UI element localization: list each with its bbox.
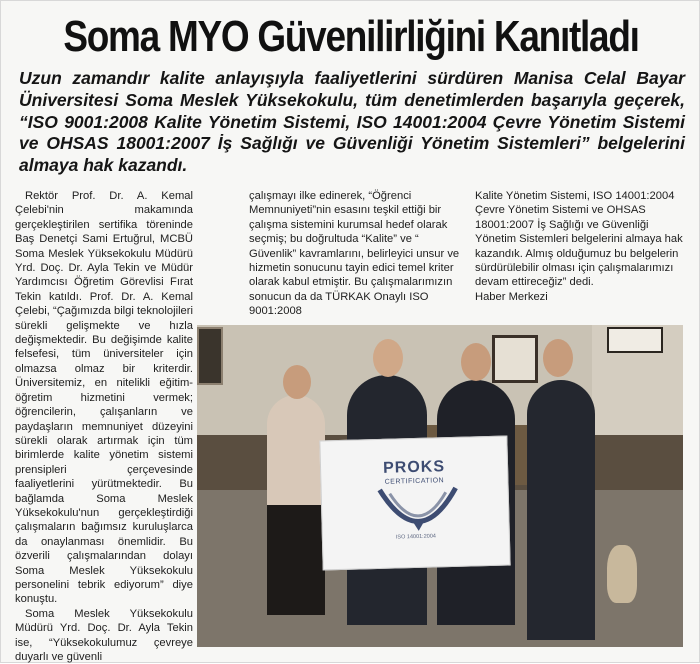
certification-flag bbox=[319, 436, 510, 571]
byline: Haber Merkezi bbox=[475, 290, 548, 303]
flag-subtitle: CERTIFICATION bbox=[384, 477, 445, 486]
photo-head-3 bbox=[461, 343, 491, 381]
column-1-paragraph-2: Soma Meslek Yüksekokulu Müdürü Yrd. Doç. Dr. Ayla Tekin ise, “Yüksekokulumuz çevreye duyarlı ve güvenli bbox=[15, 607, 193, 663]
article-column-1 bbox=[15, 189, 193, 663]
article-column-3 bbox=[475, 189, 689, 304]
photo-vase bbox=[607, 545, 637, 603]
article-column-2 bbox=[249, 189, 461, 319]
flag-iso-label: ISO 14001:2004 bbox=[395, 533, 436, 541]
column-3-text: Kalite Yönetim Sistemi, ISO 14001:2004 Çevre Yönetim Sistemi ve OHSAS 18001:2007 İş Sağlığı ve Güvenliği Yönetim Sistemleri belgelerini almaya hak kazandık. Almış olduğumuz bu belgelerin sürdürülebilir olması için çalışmalarımızı devam ettireceğiz” dedi. bbox=[475, 190, 683, 289]
photo-person-4 bbox=[527, 380, 595, 640]
photo-person-1-trousers bbox=[267, 505, 325, 615]
photo-head-1 bbox=[283, 365, 311, 399]
ceremony-photo bbox=[197, 325, 683, 647]
column-2-text: çalışmayı ilke edinerek, “Öğrenci Memnuniyeti”nin esasını teşkil ettiği bir çalışma sistemini kurumsal hedef olarak seçmiş; bu doğrultuda “Kalite” ve “ Güvenlik” kavramlarını, belirleyici unsur ve hizmetin sonucunu tayin edici temel kriter olarak kabul etmiştir. Bu çalışmalarımızın sonucun da da TÜRKAK Onaylı ISO 9001:2008 bbox=[249, 190, 460, 318]
photo-wall-clock bbox=[607, 327, 663, 353]
lead-paragraph: Uzun zamandır kalite anlayışıyla faaliyetlerini sürdüren Manisa Celal Bayar Üniversitesi Soma Meslek Yüksekokulu, tüm denetimlerden başarıyla geçerek, “ISO 9001:2008 Kalite Yönetim Sistemi, ISO 14001:2004 Çevre Yönetim Sistemi ve OHSAS 18001:2007 İş Sağlığı ve Güvenliği Yönetim Sistemleri” belgelerini almaya hak kazandı. bbox=[19, 68, 685, 176]
column-1-paragraph-1: Rektör Prof. Dr. A. Kemal Çelebi'nin makamında gerçekleştirilen sertifika töreninde Baş Denetçi Sami Ertuğrul, MCBÜ Soma Meslek Yüksekokulu Müdürü Yrd. Doç. Dr. Ayla Tekin ve Müdür Yardımcısı Öğretim Görevlisi Fırat Tekin katıldı. Prof. Dr. A. Kemal Çelebi, “Çağımızda bilgi teknolojileri sürekli gelişmekte ve hızla değişmektedir. Bu değişimde kalite felsefesi, tüm üniversiteler için olmazsa olmaz bir kriterdir. Üniversitemiz, en nitelikli eğitim-öğretim hizmetini vermek; öğrencilerin, çalışanların ve paydaşların memnuniyet düzeyini sürekli olarak artırmak için tüm birimlerde kalite yönetim sistemi prensipleri çerçevesinde faaliyetlerini yürütmektedir. Bu bağlamda Soma Meslek Yüksekokulu'nun gerçekleştirdiği çalışmaların bağımsız kuruluşlarca da onaylanması önemlidir. Bu özverili çalışmalarından dolayı Soma Meslek Yüksekokulu personelini tebrik ediyorum” diye konuştu. bbox=[15, 190, 193, 606]
photo-head-2 bbox=[373, 339, 403, 377]
flag-brand-name: PROKS bbox=[382, 458, 446, 477]
photo-wall-frame bbox=[197, 327, 223, 385]
headline: Soma MYO Güvenilirliğini Kanıtladı bbox=[63, 12, 639, 61]
photo-head-4 bbox=[543, 339, 573, 377]
photo-certificate-frame bbox=[492, 335, 538, 383]
